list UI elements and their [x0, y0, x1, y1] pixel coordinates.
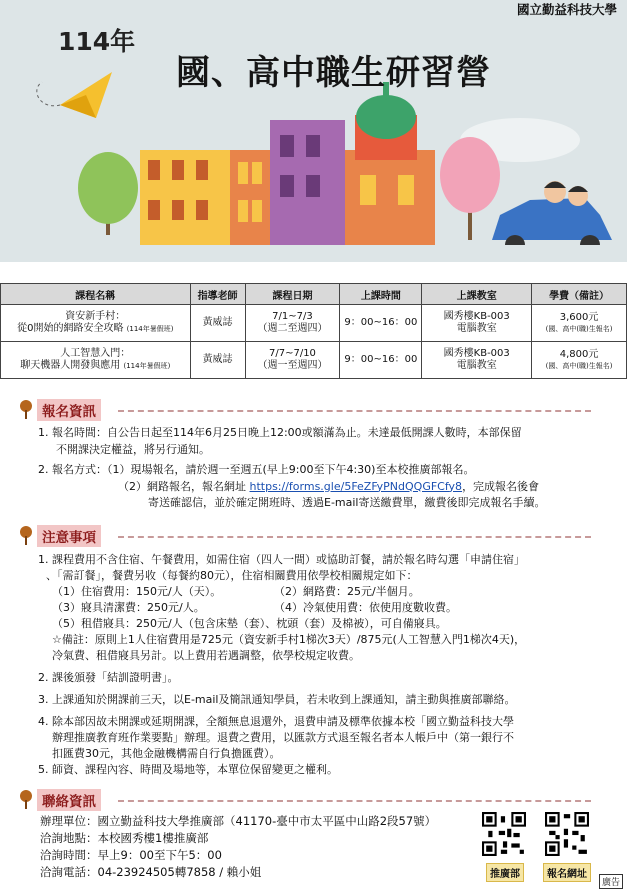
- note-remark: ☆備註：原則上1人住宿費用是725元（資安新手村1梯次3天）/875元(人工智慧入門1梯次4天)，: [52, 633, 526, 646]
- qr-label-registration: 報名網址: [543, 863, 591, 882]
- qr-label-extension-dept: 推廣部: [486, 863, 524, 882]
- col-header-teacher: 指導老師: [190, 284, 245, 305]
- course-name-line1: 人工智慧入門：: [60, 347, 131, 359]
- notes-section-header: [18, 526, 609, 546]
- section-title: 聯絡資訊: [37, 789, 101, 811]
- date-weekday: （週二至週四）: [257, 323, 328, 334]
- qr-code-icon[interactable]: [482, 812, 526, 856]
- note-line: 5. 師資、課程內容、時間及場地等，本單位保留變更之權利。: [38, 763, 338, 776]
- pushpin-icon: [18, 526, 34, 546]
- fee-item: （2）網路費：25元/半個月。: [274, 585, 420, 598]
- note-line: 扣匯費30元，其他金融機構需自行負擔匯費）。: [52, 747, 281, 760]
- time-cell: 9：00~16：00: [340, 342, 422, 379]
- course-name-line2: 聊天機器人開發與應用: [20, 360, 121, 371]
- tree-icon: [78, 152, 138, 235]
- section-divider: [118, 410, 591, 412]
- registration-content: [38, 425, 618, 512]
- contact-line: 洽詢時間：早上9：00至下午5：00: [40, 848, 222, 862]
- fee-amount: 4,800元: [559, 349, 599, 361]
- time-cell: 9：00~16：00: [340, 305, 422, 342]
- room-type: 電腦教室: [456, 360, 497, 371]
- contact-line: 辦理單位：國立勤益科技大學推廣部（41170-臺中市太平區中山路2段57號）: [40, 814, 437, 828]
- col-header-course: 課程名稱: [1, 284, 191, 305]
- note-line: 3. 上課通知於開課前三天，以E-mail及簡訊通知學員，若未收到上課通知，請主動與推廣部聯絡。: [38, 693, 516, 706]
- note-line: 2. 課後頒發「結訓證明書」。: [38, 671, 179, 684]
- section-divider: [118, 800, 591, 802]
- room-type: 電腦教室: [456, 323, 497, 334]
- reg-line: 寄送確認信，並於確定開班時、透過E-mail寄送繳費單，繳費後即完成報名手續。: [148, 496, 546, 509]
- room-name: 國秀樓KB-003: [443, 347, 510, 359]
- note-line: 、「需訂餐」，餐費另收（每餐約80元），住宿相關費用依學校相關規定如下：: [46, 569, 418, 582]
- teacher-cell: 黃威誌: [190, 305, 245, 342]
- note-line: 1. 課程費用不含住宿、午餐費用，如需住宿（四人一間）或協助訂餐，請於報名時勾選「申請住宿」: [38, 553, 525, 566]
- room-cell: [422, 342, 532, 379]
- fee-item: （4）冷氣使用費：依使用度數收費。: [274, 601, 457, 614]
- col-header-time: 上課時間: [340, 284, 422, 305]
- note-line: 4. 除本部因故未開課或延期開課，全額無息退還外，退費申請及標準依據本校「國立勤益科技大學: [38, 715, 514, 728]
- contact-line: 洽詢電話：04-23924505轉7858 / 賴小姐: [40, 865, 262, 879]
- contact-section-header: [18, 790, 609, 810]
- course-term-tag: (114年暑假班): [126, 325, 174, 333]
- section-divider: [118, 536, 591, 538]
- date-cell: [245, 305, 340, 342]
- course-table: [0, 283, 627, 379]
- col-header-room: 上課教室: [422, 284, 532, 305]
- fee-cell: [532, 305, 627, 342]
- course-term-tag: (114年暑假班): [123, 362, 171, 370]
- tree-icon: [440, 137, 500, 240]
- section-title: 注意事項: [37, 525, 101, 547]
- col-header-fee: 學費（備註）: [532, 284, 627, 305]
- ad-badge: 廣告: [599, 874, 623, 889]
- fee-item: （5）租借寢具：250元/人（包含床墊（套）、枕頭（套）及棉被），可自備寢具。: [52, 617, 447, 630]
- car-icon: [492, 181, 612, 255]
- banner: [0, 0, 627, 262]
- teacher-cell: 黃威誌: [190, 342, 245, 379]
- course-name-cell: [1, 305, 191, 342]
- contact-content: [40, 813, 500, 881]
- contact-line: 洽詢地點：本校國秀樓1樓推廣部: [40, 831, 209, 845]
- note-line: 辦理推廣教育班作業要點」辦理。退費之費用，以匯款方式退至報名者本人帳戶中（第一銀行不: [52, 731, 514, 744]
- notes-content: [38, 552, 623, 778]
- university-name: 國立勤益科技大學: [516, 2, 617, 17]
- note-remark: 冷氣費、租借寢具另計。以上費用若遇調整，依學校規定收費。: [52, 649, 360, 662]
- registration-section-header: [18, 400, 609, 420]
- fee-item: （3）寢具清潔費：250元/人。: [52, 601, 205, 614]
- course-name-line1: 資安新手村：: [65, 310, 126, 322]
- course-name-cell: [1, 342, 191, 379]
- pushpin-icon: [18, 400, 34, 420]
- reg-line: 2. 報名方式：（1）現場報名，請於週一至週五(早上9:00至下午4:30)至本校推廣部報名。: [38, 463, 475, 476]
- year-label: 114年: [58, 27, 136, 56]
- qr-code-icon[interactable]: [545, 812, 589, 856]
- fee-note: (國、高中(職)生報名): [545, 324, 613, 333]
- fee-amount: 3,600元: [559, 312, 599, 324]
- room-name: 國秀樓KB-003: [443, 310, 510, 322]
- fee-cell: [532, 342, 627, 379]
- paper-plane-icon: [37, 72, 112, 118]
- table-row: [1, 342, 627, 379]
- fee-note: (國、高中(職)生報名): [545, 361, 613, 370]
- pushpin-icon: [18, 790, 34, 810]
- reg-line: ，完成報名後會: [462, 479, 540, 493]
- col-header-date: 課程日期: [245, 284, 340, 305]
- reg-line: 不開課決定權益，將另行通知。: [56, 442, 210, 456]
- page-title: 國、高中職生研習營: [176, 53, 491, 93]
- registration-form-link[interactable]: https://forms.gle/5FeZFyPNdQQGFCfy8: [249, 479, 463, 493]
- table-header-row: [1, 284, 627, 305]
- date-range: 7/7~7/10: [268, 347, 316, 359]
- reg-line: 1. 報名時間：自公告日起至114年6月25日晚上12:00或額滿為止。未達最低開課人數時，本部保留: [38, 426, 522, 439]
- course-name-line2: 從0開始的網路安全攻略: [17, 323, 124, 334]
- date-cell: [245, 342, 340, 379]
- date-range: 7/1~7/3: [272, 310, 313, 322]
- table-row: [1, 305, 627, 342]
- reg-line: （2）網路報名，報名網址: [118, 479, 250, 493]
- room-cell: [422, 305, 532, 342]
- fee-item: （1）住宿費用：150元/人（天）。: [52, 585, 222, 598]
- section-title: 報名資訊: [37, 399, 101, 421]
- date-weekday: （週一至週四）: [257, 360, 328, 371]
